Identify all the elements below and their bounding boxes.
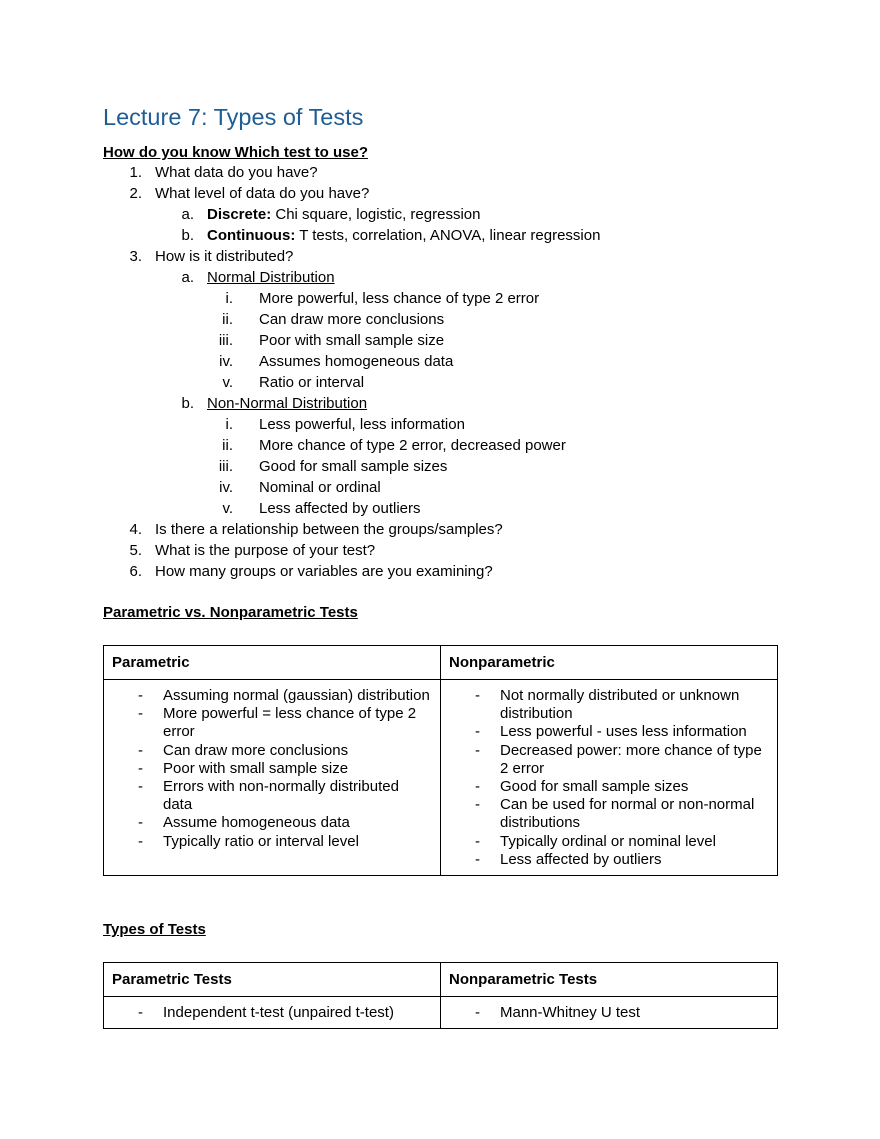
list-item: - Typically ratio or interval level — [112, 833, 432, 851]
list-item: - Assume homogeneous data — [112, 814, 432, 832]
table-row — [104, 997, 778, 1029]
column-header-nonparametric-tests: Nonparametric Tests — [441, 963, 778, 997]
comparison-table — [103, 645, 778, 876]
parametric-tests-cell — [104, 997, 441, 1029]
types-of-tests-table — [103, 962, 778, 1029]
list-item: - Independent t-test (unpaired t-test) — [112, 1004, 432, 1022]
list-item: - Typically ordinal or nominal level — [449, 833, 769, 851]
column-header-parametric-tests: Parametric Tests — [104, 963, 441, 997]
parametric-cell — [104, 680, 441, 876]
section-heading-types-of-tests: Types of Tests — [103, 921, 206, 938]
list-item: - Mann-Whitney U test — [449, 1004, 769, 1022]
table-header-row — [104, 963, 778, 997]
document-page: Lecture 7: Types of Tests How do you know Which test to use? 1. What data do you have? 2. What level of data do you have? a. Discrete: Chi square, logistic, regression b. Continuous: T tests, correlation, ANOVA, linear regression 3. How is it distributed? a. Normal Distribution i. More powerful, less chance of type 2 error ii. Can draw more conclusions iii. Poor with small sample size iv. Assumes homogeneous data v. Ratio or interval b. Non-Normal Distribution i. Less powerful, less information ii. More chance of type 2 error, decreased power iii. Good for small sample sizes iv. Nominal or ordinal v. Less affected by outliers 4. Is there a relationship between the groups/samples? 5. What is the purpose of your test? 6. How many groups or variables are you examining? Parametric vs. Nonparametric Tests Parametric Nonparametric - Assuming normal (gaussian) distribution - More powerful = less chance of type 2 error - Can draw more conclusions - Poor with small sample size - Errors with non-normally distributed data - Assume homogeneous data - Typically ratio or interval level - Not normally distributed or unknown distribution - Less powerful - uses less information - Decreased power: more chance of type 2 error - Good for small sample sizes - Can be used for normal or non-normal distributions - Typically ordinal or nominal level - Less affected by outliers Types of Tests Parametric Tests Nonparametric Tests - Independent t-test (unpaired t-test) - Mann-Whitney U test — [0, 0, 880, 1139]
list-item: - Not normally distributed or unknown distribution — [449, 687, 769, 723]
list-item: - Assuming normal (gaussian) distribution — [112, 687, 432, 705]
column-header-nonparametric: Nonparametric — [441, 646, 778, 680]
section-heading-which-test: How do you know Which test to use? — [103, 144, 368, 161]
list-item: - Can be used for normal or non-normal distributions — [449, 796, 769, 832]
parametric-list — [112, 687, 432, 851]
list-item: - Good for small sample sizes — [449, 778, 769, 796]
list-item: - More powerful = less chance of type 2 error — [112, 705, 432, 741]
nonparametric-tests-cell — [441, 997, 778, 1029]
nonparametric-list — [449, 687, 769, 869]
list-item: - Less affected by outliers — [449, 851, 769, 869]
list-item: - Poor with small sample size — [112, 760, 432, 778]
nonparametric-tests-list — [449, 1004, 769, 1022]
column-header-parametric: Parametric — [104, 646, 441, 680]
table-header-row — [104, 646, 778, 680]
list-item: - Decreased power: more chance of type 2 error — [449, 742, 769, 778]
section-heading-parametric-vs-nonparametric: Parametric vs. Nonparametric Tests — [103, 604, 358, 621]
list-item: - Errors with non-normally distributed data — [112, 778, 432, 814]
nonparametric-cell — [441, 680, 778, 876]
list-item: - Less powerful - uses less information — [449, 723, 769, 741]
parametric-tests-list — [112, 1004, 432, 1022]
list-item: - Can draw more conclusions — [112, 742, 432, 760]
table-row — [104, 680, 778, 876]
page-title: Lecture 7: Types of Tests — [103, 104, 364, 130]
